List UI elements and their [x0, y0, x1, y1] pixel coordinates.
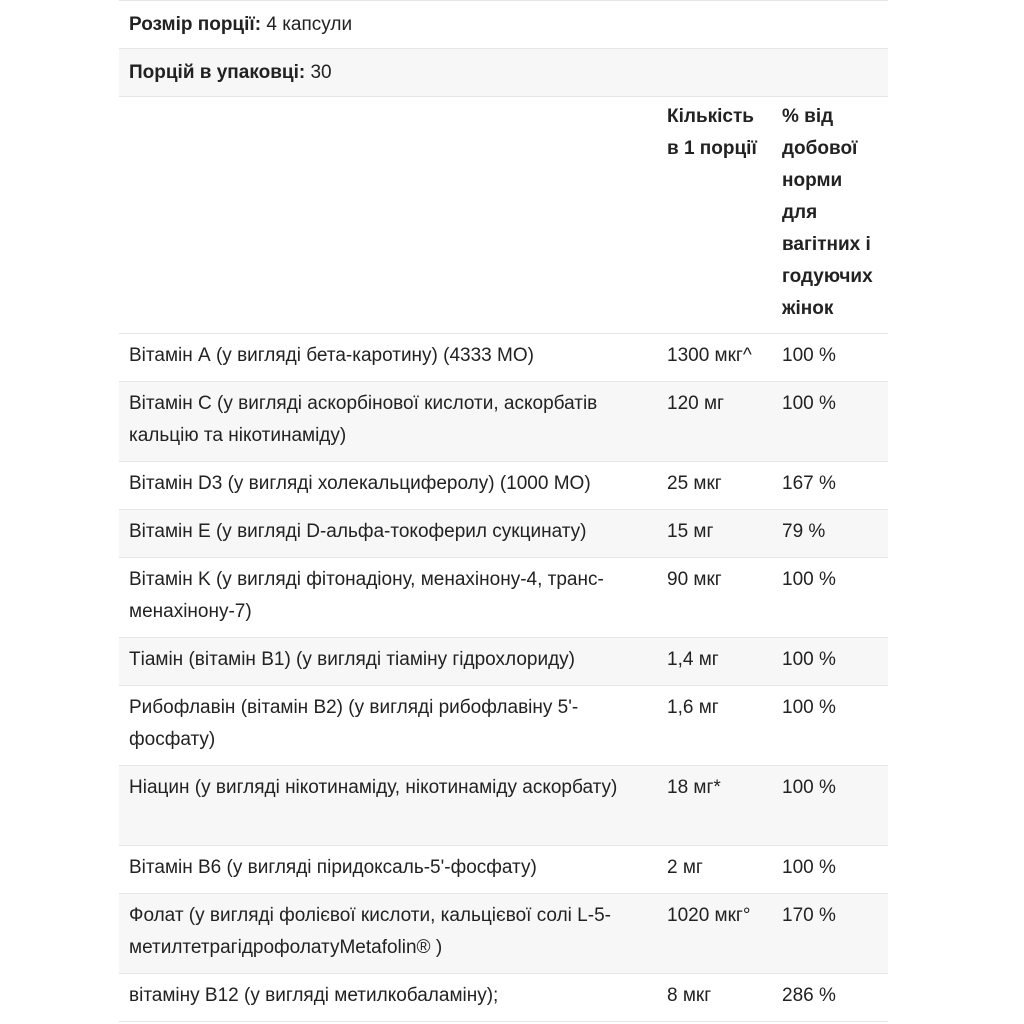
nutrient-name: Вітамін C (у вигляді аскорбінової кислоти, аскорбатів кальцію та нікотинаміду)	[129, 393, 598, 446]
nutrient-amount: 1,6 мг	[667, 697, 719, 718]
nutrient-daily-value: 79 %	[782, 521, 826, 542]
table-row	[119, 686, 888, 766]
serving-size-label: Розмір порції:	[129, 14, 262, 35]
nutrient-name: Фолат (у вигляді фолієвої кислоти, кальцієвої солі L-5-метилтетрагідрофолатуMetafolin® )	[129, 905, 611, 958]
nutrient-amount: 1020 мкг°	[667, 905, 751, 926]
nutrient-name: Вітамін B6 (у вигляді піридоксаль-5'-фосфату)	[129, 857, 537, 878]
nutrient-daily-value: 286 %	[782, 985, 836, 1006]
nutrient-name: Вітамін K (у вигляді фітонадіону, менахінону-4, транс-менахінону-7)	[129, 569, 604, 622]
nutrient-amount: 1,4 мг	[667, 649, 719, 670]
header-name-cell	[119, 97, 657, 333]
nutrient-daily-value: 100 %	[782, 393, 836, 414]
nutrient-daily-value: 100 %	[782, 649, 836, 670]
nutrient-name: Вітамін А (у вигляді бета-каротину) (4333 МО)	[129, 345, 534, 366]
nutrient-name: Вітамін Е (у вигляді D-альфа-токоферил сукцинату)	[129, 521, 587, 542]
nutrient-daily-value: 100 %	[782, 857, 836, 878]
supplement-facts-table	[119, 0, 888, 1022]
nutrient-name: Вітамін D3 (у вигляді холекальциферолу) (1000 МО)	[129, 473, 591, 494]
table-row	[119, 974, 888, 1022]
table-row	[119, 638, 888, 686]
table-row	[119, 846, 888, 894]
nutrient-name: Рибофлавін (вітамін B2) (у вигляді рибофлавіну 5'-фосфату)	[129, 697, 579, 750]
nutrient-amount: 1300 мкг^	[667, 345, 752, 366]
header-amount: Кількість в 1 порції	[667, 106, 757, 159]
nutrient-daily-value: 170 %	[782, 905, 836, 926]
nutrient-name: Ніацин (у вигляді нікотинаміду, нікотинаміду аскорбату)	[129, 777, 618, 798]
table-row	[119, 894, 888, 974]
nutrient-amount: 18 мг*	[667, 777, 721, 798]
serving-size-row	[119, 1, 888, 49]
nutrient-amount: 2 мг	[667, 857, 703, 878]
nutrient-amount: 8 мкг	[667, 985, 712, 1006]
nutrient-rows	[119, 334, 888, 1022]
nutrient-daily-value: 167 %	[782, 473, 836, 494]
header-daily-value: % від добової норми для вагітних і годуючих жінок	[782, 106, 873, 319]
nutrient-amount: 90 мкг	[667, 569, 722, 590]
nutrient-name: вітаміну B12 (у вигляді метилкобаламіну);	[129, 985, 499, 1006]
table-row	[119, 558, 888, 638]
table-row	[119, 510, 888, 558]
nutrient-daily-value: 100 %	[782, 697, 836, 718]
serving-size-value: 4 капсули	[266, 14, 353, 35]
nutrient-amount: 25 мкг	[667, 473, 722, 494]
servings-per-container-value: 30	[310, 62, 332, 83]
nutrient-daily-value: 100 %	[782, 777, 836, 798]
servings-per-container-row	[119, 49, 888, 97]
table-row	[119, 382, 888, 462]
table-row	[119, 462, 888, 510]
table-row	[119, 766, 888, 846]
nutrient-name: Тіамін (вітамін B1) (у вигляді тіаміну гідрохлориду)	[129, 649, 575, 670]
table-row	[119, 334, 888, 382]
nutrient-amount: 120 мг	[667, 393, 724, 414]
nutrient-amount: 15 мг	[667, 521, 714, 542]
nutrient-daily-value: 100 %	[782, 345, 836, 366]
table-header-row	[119, 97, 888, 334]
servings-per-container-label: Порцій в упаковці:	[129, 62, 306, 83]
nutrient-daily-value: 100 %	[782, 569, 836, 590]
